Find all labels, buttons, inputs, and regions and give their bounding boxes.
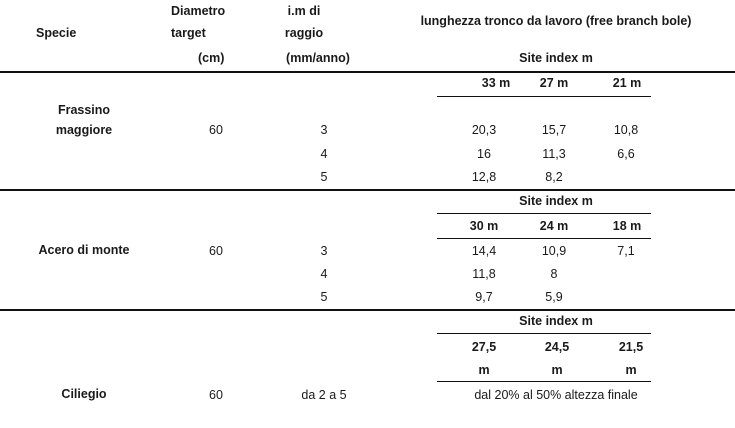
s2-col-3: 18 m: [612, 219, 642, 233]
s2-r1-v1: 14,4: [471, 244, 497, 258]
s2-site-index: Site index m: [519, 194, 593, 208]
s2-r3-v1: 9,7: [475, 290, 493, 304]
s3-site-rule: [437, 333, 651, 334]
section-1-divider: [0, 189, 735, 191]
s3-note: dal 20% al 50% altezza finale: [474, 388, 638, 402]
s2-r2-v2: 8: [550, 267, 558, 281]
s3-col-rule: [437, 381, 651, 382]
s2-r2-im: 4: [320, 267, 328, 281]
s3-im: da 2 a 5: [301, 388, 347, 402]
s2-diameter: 60: [209, 244, 223, 258]
s3-col-1b: m: [478, 363, 490, 377]
s1-r1-v3: 10,8: [613, 123, 639, 137]
s1-r2-v3: 6,6: [617, 147, 635, 161]
s2-r3-im: 5: [320, 290, 328, 304]
s3-col-2a: 24,5: [544, 340, 570, 354]
s1-r1-im: 3: [320, 123, 328, 137]
header-raggio: raggio: [284, 26, 324, 40]
s1-r3-v2: 8,2: [545, 170, 563, 184]
s2-col-rule: [437, 238, 651, 239]
s1-r2-im: 4: [320, 147, 328, 161]
section-2-divider: [0, 309, 735, 311]
s1-col-1: 33 m: [481, 76, 511, 90]
s1-diameter: 60: [209, 123, 223, 137]
header-target: target: [171, 26, 206, 40]
s2-species: Acero di monte: [38, 243, 130, 257]
s1-col-2: 27 m: [539, 76, 569, 90]
s1-r1-v1: 20,3: [471, 123, 497, 137]
s2-r1-v2: 10,9: [541, 244, 567, 258]
s1-species-1: Frassino: [57, 103, 111, 117]
s2-col-2: 24 m: [539, 219, 569, 233]
s3-species: Ciliegio: [61, 387, 107, 401]
s1-col-rule: [437, 96, 651, 97]
s1-r3-v1: 12,8: [471, 170, 497, 184]
s3-col-2b: m: [551, 363, 563, 377]
header-site-index: Site index m: [519, 51, 593, 65]
s1-r2-v1: 16: [477, 147, 491, 161]
header-im-unit: (mm/anno): [286, 51, 350, 65]
header-diametro-unit: (cm): [198, 51, 225, 65]
s2-r3-v2: 5,9: [545, 290, 563, 304]
s2-site-rule: [437, 213, 651, 214]
s2-col-1: 30 m: [469, 219, 499, 233]
header-divider: [0, 71, 735, 73]
s3-col-3a: 21,5: [618, 340, 644, 354]
s1-r1-v2: 15,7: [541, 123, 567, 137]
header-specie: Specie: [36, 26, 77, 40]
s3-col-1a: 27,5: [471, 340, 497, 354]
s3-site-index: Site index m: [519, 314, 593, 328]
header-im: i.m di: [287, 4, 321, 18]
header-diametro: Diametro: [171, 4, 226, 18]
s1-species-2: maggiore: [55, 123, 113, 137]
s2-r1-v3: 7,1: [617, 244, 635, 258]
s3-diameter: 60: [209, 388, 223, 402]
s2-r2-v1: 11,8: [472, 267, 496, 281]
s1-r2-v2: 11,3: [542, 147, 566, 161]
s1-col-3: 21 m: [612, 76, 642, 90]
s2-r1-im: 3: [320, 244, 328, 258]
header-lunghezza: lunghezza tronco da lavoro (free branch bole): [420, 14, 692, 28]
s3-col-3b: m: [625, 363, 637, 377]
s1-r3-im: 5: [320, 170, 328, 184]
